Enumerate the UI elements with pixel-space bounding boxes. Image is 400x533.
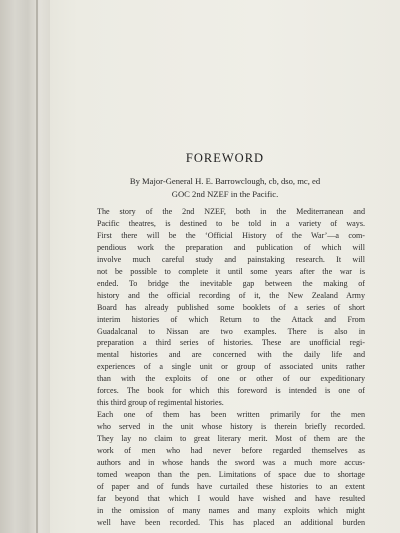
text-line: forces. The book for which this foreword is intended is one of (97, 386, 365, 396)
binding-edge (36, 0, 38, 533)
text-line: not be possible to complete it until some years after the war is (97, 266, 365, 276)
text-line: of paper and of funds have curtailed these histories to an extent (97, 481, 365, 491)
text-line: who served in the unit whose history is therein briefly recorded. (97, 422, 365, 432)
text-line: ended. To bridge the inevitable gap between the making of (97, 278, 365, 288)
byline-author: By Major-General H. E. Barrowclough, cb, dso, mc, ed (129, 176, 321, 186)
text-line: tomed weapon than the pen. Limitations of space due to shortage (97, 469, 365, 479)
text-line: this third group of regimental histories. (97, 398, 224, 408)
foreword-body (86, 206, 365, 529)
text-line: in the omission of many names and many exploits which might (97, 505, 365, 515)
text-line: involve much careful study and painstaking research. It will (97, 254, 365, 264)
text-line: far beyond that which I would have wished and have resulted (97, 493, 365, 503)
text-line: experiences of a single unit or group of associated units rather (97, 362, 365, 372)
text-line: Each one of them has been written primarily for the men (97, 410, 365, 420)
page-heading: FOREWORD (185, 151, 265, 165)
text-line: authors and in whose hands the sword was a much more accus- (97, 458, 365, 468)
text-line: well have been recorded. This has placed an additional burden (97, 517, 365, 527)
text-line: They lay no claim to great literary merit. Most of them are the (97, 434, 365, 444)
paragraph-2 (86, 409, 365, 529)
text-line: work of men who had never before regarded themselves as (97, 446, 365, 456)
text-line: interim histories of which Return to the Attack and From (97, 314, 365, 324)
text-line: mental histories and are concerned with the daily life and (97, 350, 365, 360)
byline-title: GOC 2nd NZEF in the Pacific. (171, 188, 279, 199)
text-line: The story of the 2nd NZEF, both in the Mediterranean and (97, 207, 365, 216)
book-page (50, 0, 400, 533)
text-line: First there will be the ‘Official History of the War’—a com- (97, 230, 365, 240)
text-line: than with the exploits of one or other of our expeditionary (97, 374, 365, 384)
author-byline (78, 175, 372, 200)
text-line: preparation a third series of histories. These are unofficial regi- (97, 338, 365, 348)
text-line: Pacific theatres, is destined to be told in a variety of ways. (97, 218, 365, 228)
book-binding (0, 0, 50, 533)
text-line: pendious work the preparation and publication of which will (97, 242, 365, 252)
text-line: Guadalcanal to Nissan are two examples. There is also in (97, 326, 365, 336)
paragraph-1 (86, 206, 365, 409)
text-line: Board has already published some booklets of a series of short (97, 302, 365, 312)
text-line: history and the official recording of it, the New Zealand Army (97, 290, 365, 300)
